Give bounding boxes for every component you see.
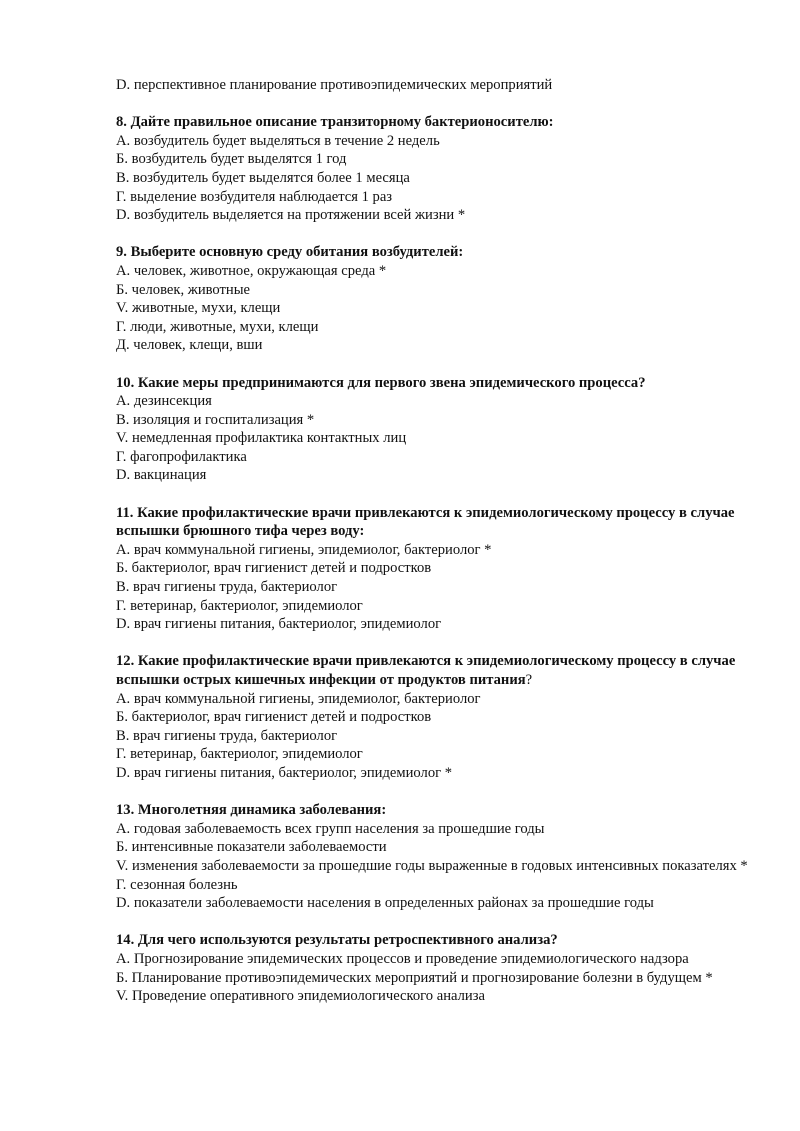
question-14-text (116, 931, 756, 950)
question-10-text (116, 374, 756, 393)
question-block-9 (116, 243, 756, 355)
question-block-12 (116, 652, 756, 782)
option: Б. бактериолог, врач гигиенист детей и подростков (116, 560, 432, 577)
option: А. человек, животное, окружающая среда * (116, 262, 387, 279)
option: Г. фагопрофилактика (116, 448, 247, 465)
option: Б. бактериолог, врач гигиенист детей и подростков (116, 709, 432, 726)
option: Б. возбудитель будет выделятся 1 год (116, 151, 347, 168)
option: Б. Планирование противоэпидемических мероприятий и прогнозирование болезни в будущем * (116, 969, 713, 986)
option: А. врач коммунальной гигиены, эпидемиолог, бактериолог (116, 690, 481, 707)
option: V. животные, мухи, клещи (116, 300, 281, 317)
question-9-text (116, 243, 756, 262)
option: А. возбудитель будет выделяться в течение 2 недель (116, 132, 440, 149)
option: D. вакцинация (116, 467, 207, 484)
question-block-13 (116, 801, 756, 913)
option: А. дезинсекция (116, 393, 212, 410)
option: Д. человек, клещи, вши (116, 337, 263, 354)
option: Г. сезонная болезнь (116, 876, 238, 893)
question-8-text (116, 113, 756, 132)
option: Б. интенсивные показатели заболеваемости (116, 839, 387, 856)
option: А. годовая заболеваемость всех групп населения за прошедшие годы (116, 820, 545, 837)
question-11-text (116, 504, 756, 541)
question-12-tail: ? (525, 672, 533, 688)
option: Г. выделение возбудителя наблюдается 1 раз (116, 188, 393, 205)
question-12-text (116, 652, 756, 689)
option: V. Проведение оперативного эпидемиологического анализа (116, 988, 485, 1005)
question-11-label: 11. Какие профилактические врачи привлекаются к эпидемиологическому процессу в случае вспышки брюшного тифа через воду: (116, 504, 735, 540)
question-13-text (116, 801, 756, 820)
option: D. возбудитель выделяется на протяжении всей жизни * (116, 207, 466, 224)
question-13-label: 13. Многолетняя динамика заболевания: (116, 802, 387, 819)
question-block-8 (116, 113, 756, 225)
document-page (116, 76, 756, 1006)
option: А. Прогнозирование эпидемических процессов и проведение эпидемиологического надзора (116, 950, 689, 967)
question-8-label: 8. Дайте правильное описание транзиторному бактерионосителю: (116, 114, 554, 131)
question-9-label: 9. Выберите основную среду обитания возбудителей: (116, 244, 464, 261)
option: В. изоляция и госпитализация * (116, 411, 315, 428)
question-block-14 (116, 931, 756, 1005)
option: А. врач коммунальной гигиены, эпидемиолог, бактериолог * (116, 541, 492, 558)
option: V. изменения заболеваемости за прошедшие годы выраженные в годовых интенсивных показателях * (116, 857, 748, 874)
question-14-label: 14. Для чего используются результаты ретроспективного анализа? (116, 932, 558, 949)
option: Г. ветеринар, бактериолог, эпидемиолог (116, 746, 363, 763)
option: Г. ветеринар, бактериолог, эпидемиолог (116, 597, 363, 614)
option: V. немедленная профилактика контактных лиц (116, 430, 407, 447)
question-10-label: 10. Какие меры предпринимаются для первого звена эпидемического процесса? (116, 374, 646, 391)
option: Г. люди, животные, мухи, клещи (116, 318, 319, 335)
option: В. врач гигиены труда, бактериолог (116, 727, 338, 744)
option: D. врач гигиены питания, бактериолог, эпидемиолог (116, 616, 442, 633)
option: В. врач гигиены труда, бактериолог (116, 579, 338, 596)
question-block-10 (116, 374, 756, 486)
option: Б. человек, животные (116, 281, 251, 298)
question-12-label: 12. Какие профилактические врачи привлекаются к эпидемиологическому процессу в случае вспышки острых кишечных инфекции от продуктов питания (116, 653, 736, 688)
option: В. возбудитель будет выделятся более 1 месяца (116, 169, 410, 186)
question-block-11 (116, 504, 756, 634)
option: D. врач гигиены питания, бактериолог, эпидемиолог * (116, 764, 453, 781)
option: D. показатели заболеваемости населения в определенных районах за прошедшие годы (116, 895, 654, 912)
lead-option: D. перспективное планирование противоэпидемических мероприятий (116, 77, 553, 93)
